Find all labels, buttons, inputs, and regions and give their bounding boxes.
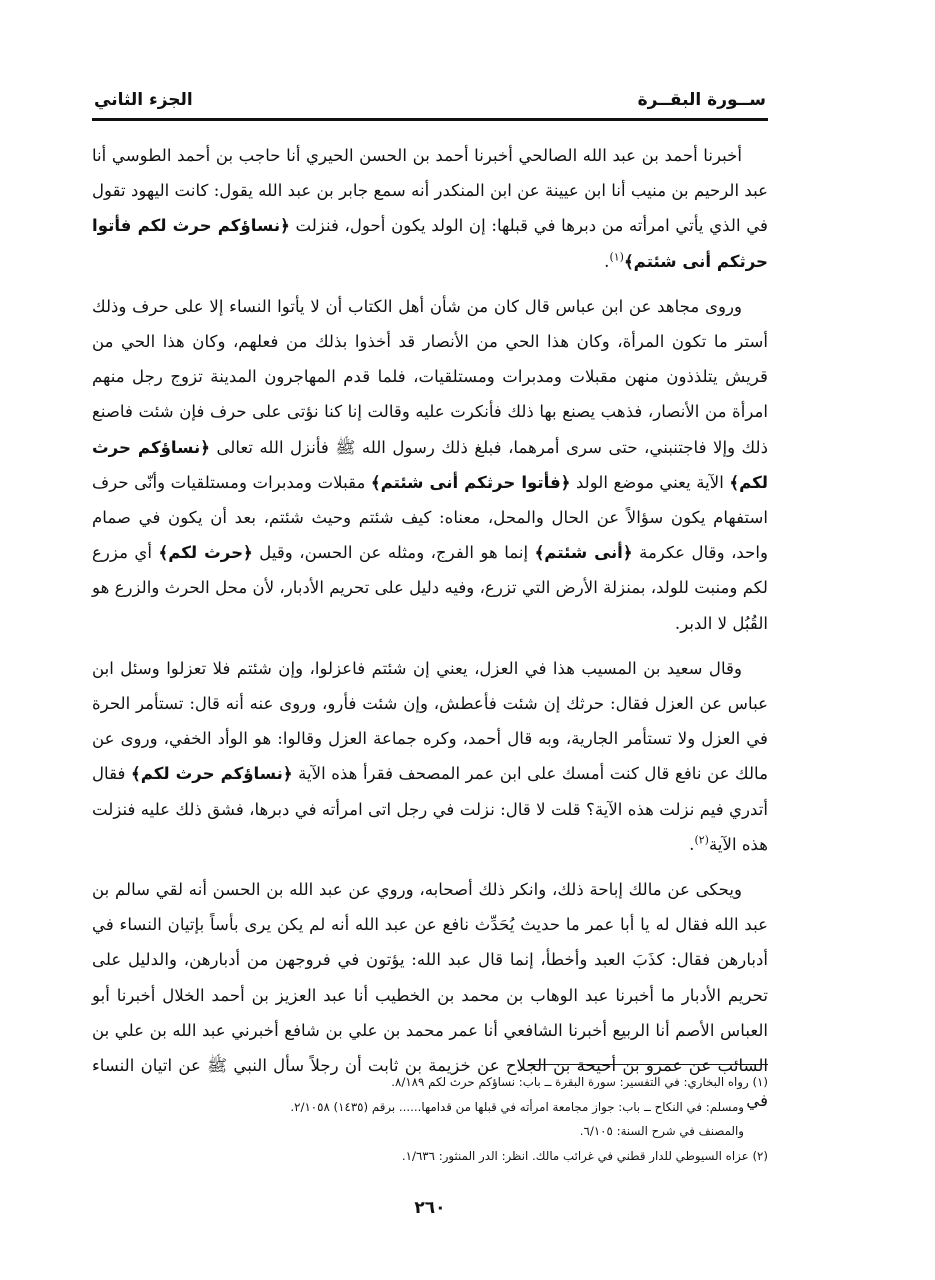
footnote-ref: (٢) xyxy=(694,833,709,847)
text-run: الآية يعني موضع الولد xyxy=(570,472,730,492)
footnote-line: (٢) عزاه السيوطي للدار قطني في غرائب مالك. انظر: الدر المنثور: ١/٦٣٦. xyxy=(401,1148,768,1163)
footnotes xyxy=(92,1070,768,1168)
text-run: أي مزرع لكم ومنبت للولد، بمنزلة الأرض التي تزرع، وفيه دليل على تحريم الأدبار، لأن محل الحرث والزرع هو القُبُل لا الدبر. xyxy=(92,543,768,633)
quran-quote: ﴿نساؤكم حرث لكم﴾ xyxy=(130,764,293,784)
paragraph xyxy=(92,138,768,279)
paragraph xyxy=(92,289,768,641)
paragraph xyxy=(92,651,768,862)
quran-quote: ﴿نساؤكم حرث لكم فأتوا حرثكم أنى شئتم﴾ xyxy=(92,216,768,271)
header-rule xyxy=(92,118,768,121)
footnote-line: ومسلم: في النكاح ــ باب: جواز مجامعة امرأته في قبلها من قدامها...... برقم (١٤٣٥) ٢/١٠٥٨. xyxy=(290,1099,744,1114)
surah-title: ســورة البقــرة xyxy=(637,90,766,110)
quran-quote: ﴿فأتوا حرثكم أنى شئتم﴾ xyxy=(370,472,571,492)
footnote-separator xyxy=(528,1064,768,1065)
text-run: . xyxy=(604,251,610,271)
text-run: . xyxy=(689,834,695,854)
footnote-line: والمصنف في شرح السنة: ٦/١٠٥. xyxy=(579,1124,744,1138)
part-label: الجزء الثاني xyxy=(94,90,193,110)
running-header xyxy=(92,86,768,116)
book-page xyxy=(92,70,768,1260)
text-run: إنما هو الفرج، ومثله عن الحسن، وقيل xyxy=(252,543,535,563)
quran-quote: ﴿حرث لكم﴾ xyxy=(158,543,253,563)
quran-quote: ﴿نساؤكم حرث لكم﴾ xyxy=(92,437,768,492)
footnote-ref: (١) xyxy=(609,250,624,264)
page-number: ٢٦٠ xyxy=(414,1198,446,1218)
text-run: فقال أتدري فيم نزلت هذه الآية؟ قلت لا قال: نزلت في رجل اتى امرأته في دبرها، فشق ذلك عليه فنزلت هذه الآية xyxy=(92,764,768,854)
text-run: وروى مجاهد عن ابن عباس قال كان من شأن أهل الكتاب أن لا يأتوا النساء إلا على حرف وذلك أستر ما تكون المرأة، وكان هذا الحي من الأنصار قد أخذوا بذلك من فعلهم، وكان هذا الحي من قريش يتلذذون منهن مقبلات ومدبرات ومستلقيات، فلما قدم المهاجرون المدينة تزوج رجل منهم امرأة من الأنصار، فذهب يصنع بها ذلك فأنكرت عليه وقالت إنا كنا نؤتى على حرف فإن شئت فاصنع ذلك وإلا فاجتنبني، حتى سرى أمرهما، فبلغ ذلك رسول الله ﷺ فأنزل الله تعالى xyxy=(92,296,768,457)
main-text xyxy=(92,138,768,1128)
text-run: وقال سعيد بن المسيب هذا في العزل، يعني إن شئتم فاعزلوا، وإن شئتم فلا تعزلوا وسئل ابن عباس عن العزل فقال: حرثك إن شئت فأعطش، وإن شئت فأرو، وروى عنه أنه قال: تستأمر الحرة في العزل ولا تستأمر الجارية، وبه قال أحمد، وكره جماعة العزل وقالوا: هو الوأد الخفي، وروى عن مالك عن نافع قال كنت أمسك على ابن عمر المصحف فقرأ هذه الآية xyxy=(92,658,768,784)
footnote-line: (١) رواه البخاري: في التفسير: سورة البقرة ــ باب: نساؤكم حرث لكم ٨/١٨٩. xyxy=(391,1075,768,1089)
quran-quote: ﴿أنى شئتم﴾ xyxy=(534,543,633,563)
text-run: أخبرنا أحمد بن عبد الله الصالحي أخبرنا أحمد بن الحسن الحيري أنا حاجب بن أحمد الطوسي أنا عبد الرحيم بن منيب أنا ابن عيينة عن ابن المنكدر أنه سمع جابر بن عبد الله يقول: كانت اليهود تقول في الذي يأتي امرأته من دبرها في قبلها: إن الولد يكون أحول، فنزلت xyxy=(92,146,768,236)
text-run: مقبلات ومدبرات ومستلقيات وأنّى حرف استفهام يكون سؤالاً عن الحال والمحل، معناه: كيف شئتم وحيث شئتم، بعد أن يكون في صمام واحد، وقال عكرمة xyxy=(92,472,769,563)
text-run: ويحكى عن مالك إباحة ذلك، وانكر ذلك أصحابه، وروي عن عبد الله بن الحسن أنه لقي سالم بن عبد الله فقال له يا أبا عمر ما حديث يُحَدِّث نافع عن عبد الله أنه لم يكن يرى بأساً بإتيان النساء في أدبارهن فقال: كذَبَ العبد وأخطأ، إنما قال عبد الله: يؤتون في فروجهن من أدبارهن، والدليل على تحريم الأدبار ما أخبرنا عبد الوهاب بن محمد بن الخطيب أنا عبد العزيز بن أحمد الخلال أخبرنا أبو العباس الأصم أنا الربيع أخبرنا الشافعي أنا عمر محمد بن علي بن شافع أخبرني عبد الله بن علي بن السائب عن عمرو بن أحيحة بن الجلاح عن خزيمة بن ثابت أن رجلاً سأل النبي ﷺ عن اتيان النساء في xyxy=(92,880,768,1111)
